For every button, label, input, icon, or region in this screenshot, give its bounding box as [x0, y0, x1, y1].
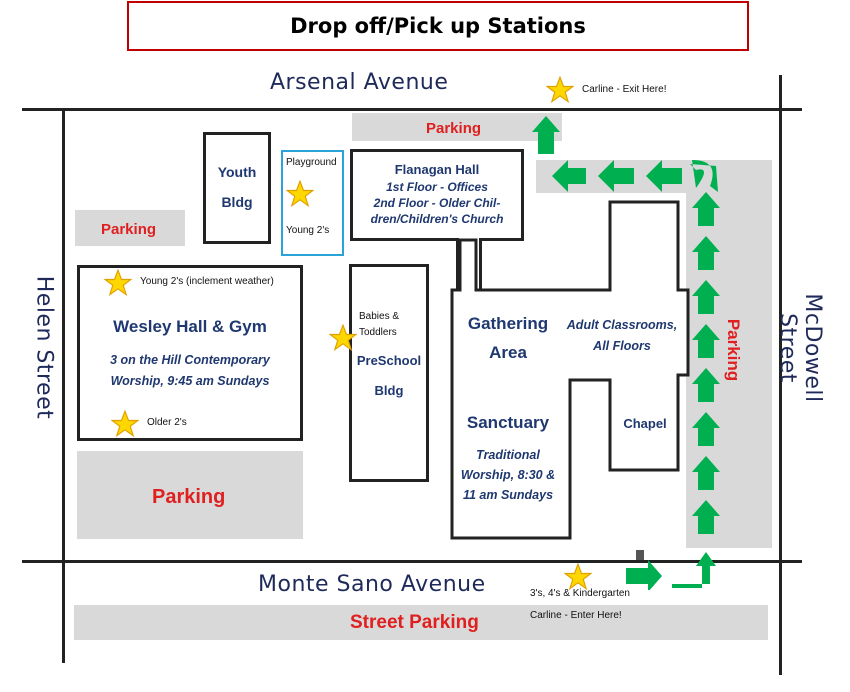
adult-classrooms-label-1: Adult Classrooms,	[566, 318, 678, 332]
star-icon-carline-exit	[546, 76, 574, 104]
youth-building	[203, 132, 271, 244]
arrow-up-3	[692, 412, 720, 446]
arrow-up-1	[692, 500, 720, 534]
adult-classrooms-label-2: All Floors	[593, 339, 651, 353]
gathering-area-label-2: Area	[489, 343, 527, 362]
helen-street-road	[62, 108, 65, 663]
wesley-hall-line-2: Worship, 9:45 am Sundays	[110, 374, 270, 388]
parking-label-left-big: Parking	[152, 486, 226, 508]
wesley-hall-name: Wesley Hall & Gym	[113, 317, 267, 336]
preschool-label-2: Bldg	[374, 383, 404, 398]
sanctuary-line-2: Worship, 8:30 &	[460, 468, 556, 482]
youth-building-label-1: Youth	[217, 164, 257, 180]
arrow-up-6	[692, 280, 720, 314]
arrow-corner-up	[672, 552, 716, 588]
young-2s-inclement-label: Young 2's (inclement weather)	[140, 276, 274, 287]
star-icon-young-2s-playground	[286, 180, 314, 208]
babies-label-2: Toddlers	[359, 327, 397, 338]
carline-exit-label: Carline - Exit Here!	[582, 84, 667, 95]
sanctuary-line-1: Traditional	[476, 448, 540, 462]
parking-label-right: Parking	[724, 318, 743, 382]
older-2s-label: Older 2's	[147, 417, 187, 428]
arrow-up-4	[692, 368, 720, 402]
monte-sano-avenue-label: Monte Sano Avenue	[258, 572, 486, 597]
street-parking-label: Street Parking	[350, 612, 479, 633]
page-title: Drop off/Pick up Stations	[127, 1, 749, 51]
arrow-up-5	[692, 324, 720, 358]
arsenal-avenue-label: Arsenal Avenue	[270, 70, 449, 95]
arrow-left-2	[598, 160, 634, 192]
star-icon-babies-toddlers	[329, 324, 357, 352]
arrow-up-exit	[532, 116, 560, 154]
sanctuary-line-3: 11 am Sundays	[462, 488, 554, 502]
arrow-up-7	[692, 236, 720, 270]
babies-label-1: Babies &	[359, 311, 400, 322]
helen-street-label: Helen Street	[31, 275, 57, 420]
threes-fours-k-label: 3's, 4's & Kindergarten	[530, 588, 630, 599]
arrow-left-3	[552, 160, 586, 192]
star-icon-young-2s-inclement	[104, 269, 132, 297]
arrow-up-2	[692, 456, 720, 490]
preschool-label-1: PreSchool	[356, 353, 422, 368]
wesley-hall-line-1: 3 on the Hill Contemporary	[110, 353, 270, 367]
route-arrows	[532, 116, 720, 590]
mcdowell-street-label: McDowell Street	[775, 293, 825, 403]
parking-label-left-small: Parking	[101, 221, 157, 238]
arrow-uturn	[690, 160, 718, 192]
young-2s-playground-label: Young 2's	[286, 225, 330, 236]
carline-enter-label: Carline - Enter Here!	[530, 610, 622, 621]
flanagan-hall-line-2: 2nd Floor - Older Chil-	[373, 196, 501, 210]
parking-label-top: Parking	[426, 120, 482, 137]
arrow-left-1	[646, 160, 682, 192]
flanagan-hall-line-1: 1st Floor - Offices	[386, 180, 488, 194]
carline-route	[520, 110, 760, 590]
arrow-up-8	[692, 192, 720, 226]
chapel-label: Chapel	[623, 416, 667, 431]
playground-label: Playground	[286, 157, 337, 168]
sanctuary-label: Sanctuary	[466, 413, 550, 432]
preschool-building	[349, 264, 429, 482]
gathering-area-label-1: Gathering	[467, 314, 549, 333]
arrow-right-1	[626, 560, 662, 590]
flanagan-hall-line-3: dren/Children's Church	[370, 212, 504, 226]
youth-building-label-2: Bldg	[221, 194, 253, 210]
flanagan-hall-name: Flanagan Hall	[394, 162, 480, 177]
star-icon-older-2s	[111, 410, 139, 438]
